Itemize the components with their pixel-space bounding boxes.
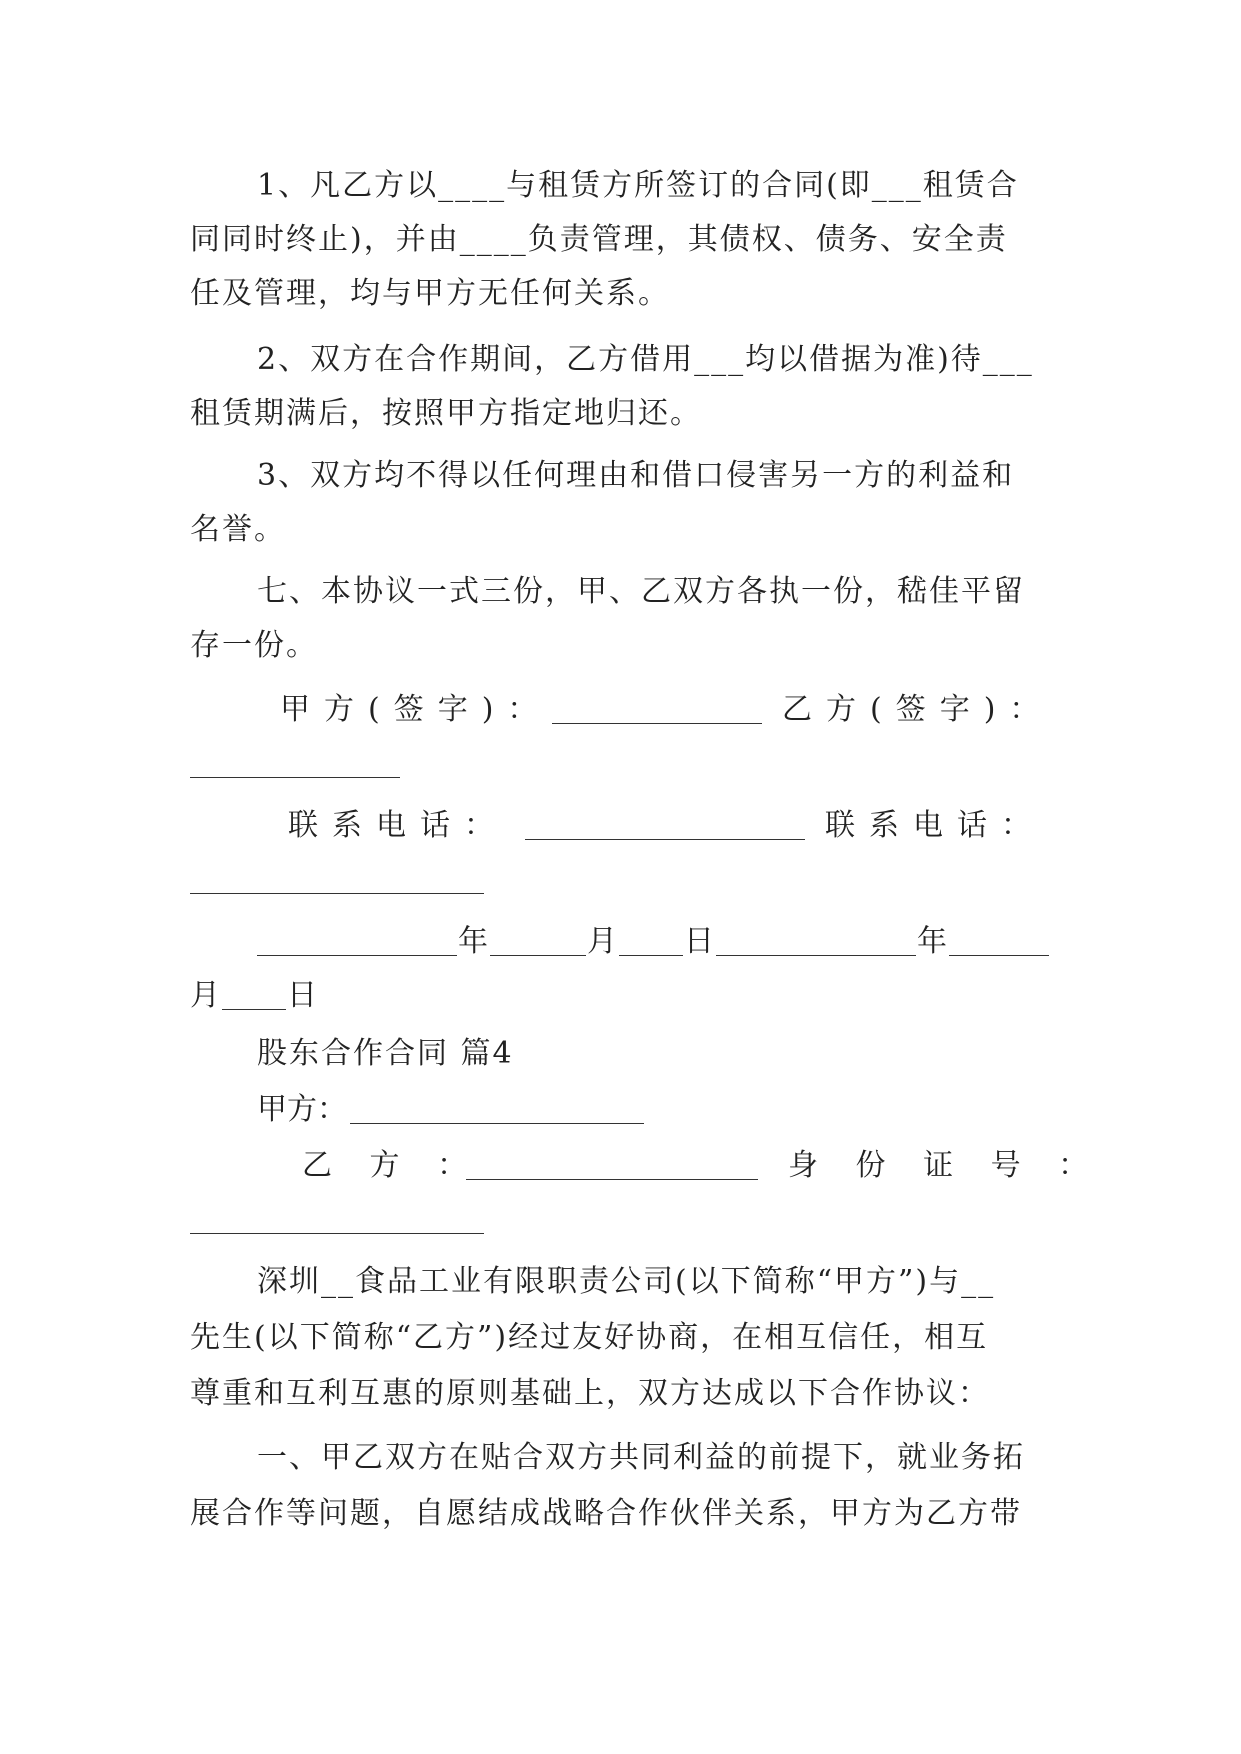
party-a-label: 甲方： [257,1092,347,1127]
body-line-3: 尊重和互利互惠的原则基础上，双方达成以下合作协议： [190,1376,990,1411]
article-1-line-1: 一、甲乙双方在贴合双方共同利益的前提下，就业务拓 [257,1440,1025,1475]
party-b-phone-label: 联系电话： [825,808,1045,843]
date-b-day-label: 日 [287,978,317,1013]
date-b-day-blank [222,1008,286,1010]
clause-1-line-3: 任及管理，均与甲方无任何关系。 [190,276,670,311]
clause-1-line-1: 1、凡乙方以____与租赁方所签订的合同(即___租赁合 [257,168,1019,203]
date-a-month-blank [490,954,586,956]
date-b-month-blank [949,954,1049,956]
party-b-phone-blank [190,892,484,894]
article-1-line-2: 展合作等问题，自愿结成战略合作伙伴关系，甲方为乙方带 [190,1496,1022,1531]
date-a-year-blank [257,954,457,956]
party-a-sign-blank [552,722,762,724]
date-b-year-label: 年 [917,924,947,959]
party-b-blank [466,1178,758,1180]
body-line-2: 先生(以下简称“乙方”)经过友好协商，在相互信任，相互 [190,1320,989,1355]
party-a-blank [350,1122,644,1124]
id-number-label: 身 份 证 号 ： [788,1148,1103,1183]
clause-3-line-2: 名誉。 [190,512,286,547]
date-a-month-label: 月 [587,924,617,959]
clause-7-line-2: 存一份。 [190,628,318,663]
date-b-month-label: 月 [190,978,220,1013]
clause-2-line-2: 租赁期满后，按照甲方指定地归还。 [190,396,702,431]
date-a-day-blank [619,954,683,956]
date-a-year-label: 年 [458,924,488,959]
clause-1-line-2: 同同时终止)，并由____负责管理，其债权、债务、安全责 [190,222,1008,257]
id-number-blank [190,1232,484,1234]
party-a-phone-label: 联系电话： [288,808,508,843]
clause-3-line-1: 3、双方均不得以任何理由和借口侵害另一方的利益和 [257,458,1015,493]
date-a-day-label: 日 [684,924,714,959]
party-b-sign-label: 乙方(签字)： [782,692,1054,727]
clause-7-line-1: 七、本协议一式三份，甲、乙双方各执一份，嵇佳平留 [257,574,1025,609]
party-b-label: 乙 方 ： [302,1148,482,1183]
party-a-phone-blank [525,838,805,840]
party-a-sign-label: 甲方(签字)： [280,692,552,727]
date-b-year-blank [716,954,916,956]
section-heading: 股东合作合同 篇4 [257,1036,514,1071]
body-line-1: 深圳__食品工业有限职责公司(以下简称“甲方”)与__ [257,1264,996,1299]
clause-2-line-1: 2、双方在合作期间，乙方借用___均以借据为准)待___ [257,342,1034,377]
party-b-sign-blank [190,776,400,778]
